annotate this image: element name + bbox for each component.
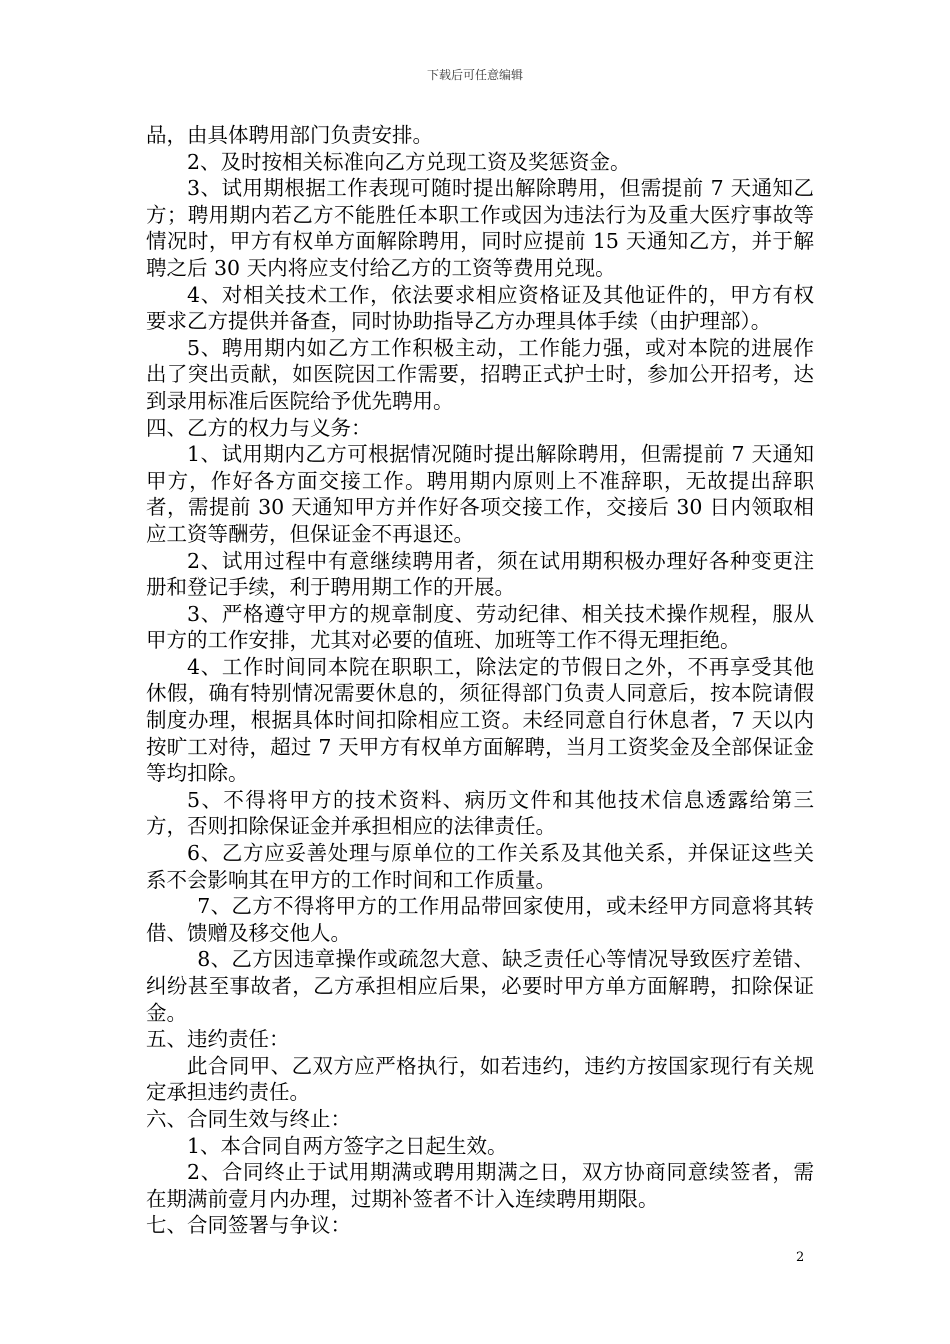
paragraph: 品，由具体聘用部门负责安排。 [146, 123, 433, 147]
paragraph: 6、乙方应妥善处理与原单位的工作关系及其他关系，并保证这些关系不会影响其在甲方的工作时间和工作质量。 [146, 841, 814, 892]
paragraph: 七、合同签署与争议： [146, 1213, 351, 1238]
paragraph: 六、合同生效与终止： [146, 1106, 351, 1131]
page-number: 2 [796, 1250, 805, 1265]
page-header: 下载后可任意编辑 [426, 68, 523, 82]
paragraph: 5、不得将甲方的技术资料、病历文件和其他技术信息透露给第三方，否则扣除保证金并承担相应的法律责任。 [146, 787, 814, 839]
paragraph: 7、乙方不得将甲方的工作用品带回家使用，或未经甲方同意将其转借、馈赠及移交他人。 [146, 894, 814, 945]
paragraph: 1、试用期内乙方可根据情况随时提出解除聘用，但需提前 7 天通知甲方，作好各方面交接工作。聘用期内原则上不准辞职，无故提出辞职者，需提前 30 天通知甲方并作好各项交接工作，交接后 30 日内领取相应工资等酬劳，但保证金不再退还。 [146, 442, 814, 546]
paragraph: 五、违约责任： [146, 1027, 290, 1052]
paragraph: 4、工作时间同本院在职职工，除法定的节假日之外，不再享受其他休假，确有特别情况需要休息的，须征得部门负责人同意后，按本院请假制度办理，根据具体时间扣除相应工资。未经同意自行休息者，7 天以内按旷工对待，超过 7 天甲方有权单方面解聘，当月工资奖金及全部保证金等均扣除。 [146, 654, 814, 786]
paragraph: 8、乙方因违章操作或疏忽大意、缺乏责任心等情况导致医疗差错、纠纷甚至事故者，乙方承担相应后果，必要时甲方单方面解聘，扣除保证金。 [146, 947, 814, 1025]
paragraph: 5、聘用期内如乙方工作积极主动，工作能力强，或对本院的进展作出了突出贡献，如医院因工作需要，招聘正式护士时，参加公开招考，达到录用标准后医院给予优先聘用。 [146, 335, 814, 413]
paragraph: 四、乙方的权力与义务： [146, 415, 372, 440]
document-body [146, 122, 814, 1239]
paragraph: 1、本合同自两方签字之日起生效。 [187, 1133, 508, 1158]
paragraph: 4、对相关技术工作，依法要求相应资格证及其他证件的，甲方有权要求乙方提供并备查，同时协助指导乙方办理具体手续（由护理部）。 [146, 282, 814, 334]
paragraph: 2、试用过程中有意继续聘用者，须在试用期积极办理好各种变更注册和登记手续，利于聘用期工作的开展。 [146, 548, 814, 600]
paragraph: 2、及时按相关标准向乙方兑现工资及奖惩资金。 [187, 149, 631, 174]
paragraph: 3、试用期根据工作表现可随时提出解除聘用，但需提前 7 天通知乙方；聘用期内若乙方不能胜任本职工作或因为违法行为及重大医疗事故等情况时，甲方有权单方面解除聘用，同时应提前 15 天通知乙方，并于解聘之后 30 天内将应支付给乙方的工资等费用兑现。 [146, 176, 814, 280]
paragraph: 3、严格遵守甲方的规章制度、劳动纪律、相关技术操作规程，服从甲方的工作安排，尤其对必要的值班、加班等工作不得无理拒绝。 [146, 601, 814, 653]
paragraph: 2、合同终止于试用期满或聘用期满之日，双方协商同意续签者，需在期满前壹月内办理，过期补签者不计入连续聘用期限。 [146, 1160, 814, 1211]
paragraph: 此合同甲、乙双方应严格执行，如若违约，违约方按国家现行有关规定承担违约责任。 [146, 1053, 814, 1105]
